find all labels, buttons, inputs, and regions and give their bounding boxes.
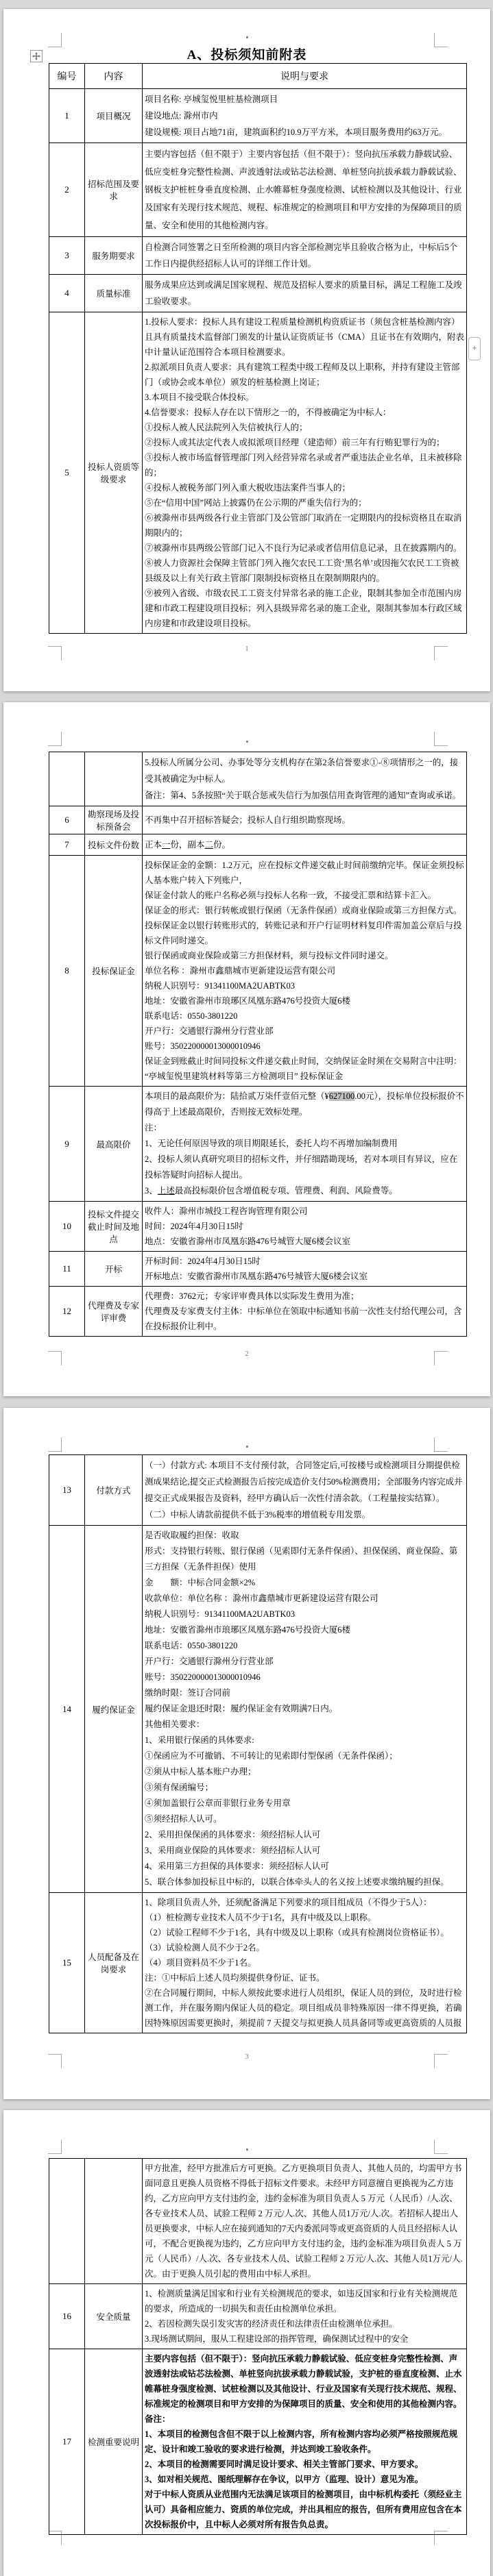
paragraph: 1、检测质量满足国家和行业有关检测规范的要求，如违反国家和行业有关检测规范的要求，所造成的一切损失和责任由检测单位承担。 [145, 2289, 458, 2314]
row-content-cell [143, 856, 467, 1087]
paragraph: 缴纳时限：签订合同前 [145, 1688, 231, 1698]
paragraph [145, 837, 464, 853]
paragraph: 账号：350220000013000010946 [145, 1041, 261, 1051]
underlined-text: 一 [162, 840, 171, 850]
paragraph: 单位名称 ：滁州市鑫鼎城市更新建设运营有限公司 [145, 966, 336, 976]
paragraph: 2、若因检测失误引发灾害的经济责任和法律责任由检测单位承担。 [145, 2319, 398, 2329]
underlined-text: 上述 [157, 1186, 175, 1196]
page-number: 1 [245, 645, 249, 653]
paragraph: 是否收取履约担保：收取 [145, 1531, 239, 1540]
paragraph: “亭城玺悦里建筑材料等第三方检测项目” 投标保证金 [145, 1072, 344, 1081]
paragraph: ⑤在“信用中国”网站上披露仍在公示期的严重失信行为的； [145, 498, 367, 508]
paragraph: 备注：第4、5条按照“关于联合惩戒失信行为加强信用查询管理的通知”查询或承诺。 [145, 791, 461, 800]
table-row-16 [49, 2284, 467, 2349]
paragraph: 5.投标人所属分公司、办事处等分支机构存在第2条信誉要求①-⑧项情形之一的，接受其被确定为中标人。 [145, 758, 459, 784]
row-label-cell: 招标范围及要求 [85, 143, 143, 237]
paragraph: ②须从中标人基本账户办理； [145, 1767, 256, 1776]
paragraph [145, 1183, 464, 1199]
paragraph: 地址：安徽省滁州市琅琊区凤凰东路476号投资大厦6楼 [145, 996, 351, 1006]
table-row-13 [49, 1455, 467, 1526]
row-label-cell: 投标文件份数 [85, 834, 143, 856]
page-number: 2 [245, 1350, 249, 1358]
text-segment: 份，副本 [170, 840, 205, 850]
paragraph: 投标保证金以银行转账形式的，转账记录和开户行证明材料复印件需加盖公章后与投标文件同时递交。 [145, 921, 462, 945]
paragraph: 3.现场测试期间，服从工程建设部的指挥管理，确保测试过程中的安全 [145, 2334, 409, 2344]
insert-plus-button[interactable]: + [468, 337, 481, 360]
table-row-15b [49, 2159, 467, 2284]
paragraph: ①保函应为不可撤销、不可转让的见索即付型保函（无条件保函）； [145, 1751, 398, 1761]
row-label-cell: 投标文件提交截止时间及地点 [85, 1202, 143, 1252]
paragraph: ⑤须经招标人认可。 [145, 1814, 222, 1824]
empty-paragraph-dot [246, 2148, 248, 2151]
document-page-2 [3, 702, 490, 1396]
table-row-6 [49, 806, 467, 834]
row-content-cell [143, 143, 467, 237]
margin-corner-mark [48, 732, 62, 746]
paragraph: 4、采用第三方担保的具体要求：须经招标人认可 [145, 1861, 329, 1871]
table-row-3 [49, 237, 467, 275]
empty-paragraph-dot [246, 36, 248, 38]
row-number-cell: 2 [49, 143, 85, 237]
row-number-cell: 4 [49, 275, 85, 312]
paragraph [145, 1089, 464, 1120]
row-label-cell: 开标 [85, 1252, 143, 1287]
paragraph: 1、采用银行保函的具体要求: [145, 1735, 254, 1745]
row-number-cell: 11 [49, 1252, 85, 1287]
row-content-cell [143, 312, 467, 634]
paragraph: ①投标人被人民法院列入失信被执行人的； [145, 423, 308, 432]
row-content-cell [143, 89, 467, 143]
paragraph: （二）中标人请款前提供不低于3%税率的增值税专用发票。 [145, 1510, 371, 1520]
row-content-cell [143, 806, 467, 834]
table-move-handle-icon[interactable] [30, 50, 43, 62]
margin-corner-mark [434, 2140, 448, 2154]
margin-corner-mark [434, 1437, 448, 1452]
paragraph: 备注： [145, 2414, 171, 2424]
document-page-3 [3, 1408, 490, 2099]
margin-corner-mark [48, 1437, 62, 1452]
paragraph: 开户行：交通银行滁州分行营业部 [145, 1657, 274, 1666]
text-segment: 最高投标限价包含增值税专项、管理费、利润、风险费等。 [174, 1186, 398, 1196]
paragraph: 地点：安徽省滁州市凤凰东路476号城管大厦6楼会议室 [145, 1237, 351, 1246]
paragraph: 收款单位：单位名称 ：滁州市鑫鼎城市更新建设运营有限公司 [145, 1594, 378, 1603]
tender-notice-table [49, 63, 467, 634]
paragraph: ③须有保函编号； [145, 1783, 214, 1792]
paragraph: 收件人：滁州市城投工程咨询管理有限公司 [145, 1206, 308, 1216]
paragraph: 开标地点：安徽省滁州市凤凰东路476号城管大厦6楼会议室 [145, 1272, 368, 1281]
paragraph: 其他相关要求： [145, 1720, 205, 1729]
underlined-text: 二 [204, 840, 214, 850]
row-label-cell: 投标保证金 [85, 856, 143, 1087]
table-row-5b [49, 752, 467, 806]
text-segment: .00元），投标单位投标报价不得高于上述最高限价，否则按无效标处理。 [145, 1091, 464, 1117]
row-number-cell: 13 [49, 1455, 85, 1526]
row-number-cell: 10 [49, 1202, 85, 1252]
paragraph: ⑨被列入省级、市级农民工工资支付异常名录的施工企业，限制其参加全市范围内房建和市政工程建设项目投标；列入县级异常名录的施工企业，限制其参加本行政区域内房建和市政建设项目投标。 [145, 589, 462, 628]
paragraph: 注： [145, 1123, 163, 1132]
row-number-cell: 6 [49, 806, 85, 834]
empty-paragraph-dot [246, 1446, 248, 1448]
table-header-row [49, 64, 467, 89]
paragraph: 地址：安徽省滁州市琅琊区凤凰东路476号投资大厦6楼 [145, 1625, 351, 1635]
paragraph: （2）试验工程师不少于1名，具有中级及以上职称（或具有检测岗位资格证书）。 [145, 1928, 449, 1937]
paragraph: ④投标人被税务部门列入重大税收违法案件当事人的； [145, 483, 351, 493]
row-content-cell [143, 752, 467, 806]
paragraph: 2、采用担保保函的具体要求：须经招标人认可 [145, 1830, 321, 1840]
row-content-cell [143, 1893, 467, 2033]
table-row-9 [49, 1087, 467, 1202]
paragraph: 时间：2024年4月30日15时 [145, 1222, 243, 1231]
paragraph: 纳税人识别号：91341100MA2UABTK03 [145, 981, 295, 991]
row-content-cell [143, 2159, 467, 2284]
row-label-cell: 项目概况 [85, 89, 143, 143]
table-row-12 [49, 1287, 467, 1337]
paragraph: ④须加盖银行公章而非银行业务专用章 [145, 1798, 291, 1808]
row-label-cell: 安全质量 [85, 2284, 143, 2349]
paragraph: 开户行：交通银行滁州分行营业部 [145, 1026, 274, 1036]
table-row-14 [49, 1526, 467, 1893]
table-row-8 [49, 856, 467, 1087]
table-row-2 [49, 143, 467, 237]
paragraph: ②在合同履行期间，中标人须按此要求进行人员组织，保证人员的到位，及时进行检测工作，并在服务期内保证人员的稳定。项目组成员非特殊原因一律不得更换，若确因特殊原因需要更换时，须提前 7 天提交与拟更换人员具备同等或更高资质的人员报 [145, 1988, 462, 2028]
text-segment: 3、 [145, 1186, 158, 1196]
table-row-4 [49, 275, 467, 312]
table-row-15 [49, 1893, 467, 2033]
row-content-cell [143, 1287, 467, 1337]
paragraph: 3、采用商业保险的具体要求：须经招标人认可 [145, 1846, 321, 1855]
table-row-5 [49, 312, 467, 634]
row-content-cell [143, 2284, 467, 2349]
paragraph: 保证金的形式：银行转帐或银行保函（无条件保函）或商业保险或第三方担保方式。 [145, 906, 462, 915]
table-row-17 [49, 2349, 467, 2535]
paragraph: 金 额：中标合同金额×2% [145, 1578, 256, 1587]
row-content-cell [143, 1455, 467, 1526]
paragraph: 纳税人识别号：91341100MA2UABTK03 [145, 1609, 295, 1619]
paragraph: 建设地点: 滁州市内 [145, 111, 218, 121]
row-number-cell: 8 [49, 856, 85, 1087]
row-number-cell [49, 2159, 85, 2284]
page-title: A、投标须知前附表 [187, 48, 307, 62]
row-label-cell [85, 2159, 143, 2284]
paragraph: 不再集中召开招标答疑会；投标人自行组织勘察现场。 [145, 815, 351, 825]
row-number-cell: 1 [49, 89, 85, 143]
paragraph: 甲方批准，经甲方批准后方可更换。乙方更换项目负责人、其他人员的，均需甲方书面同意且更换人员资格不得低于招标文件要求。未经甲方同意擅自更换视为乙方违约，乙方应向甲方支付违约金，违约金标准为项目负责人 5 万元（人民币）/人.次、各专业技术人员、试验工程师 2 万元/人.次、其他人员1万元/人.次。若招标人提出人员更换要求，中标人应在接到通知的7天内委派同等或更高资质的人员且经招标人认可，不配合更换视为违约，乙方应向甲方支付违约金，违约金标准为项目负责人 5 万元（人民币）/人.次、各专业技术人员、试验工程师 2 万元/人.次、其他人员1万元/人.次。由于更换人员引起的费用由中标人承担。 [145, 2164, 463, 2279]
paragraph: ②投标人或其法定代表人或拟派项目经理（建造师）前三年有行贿犯罪行为的； [145, 438, 445, 447]
row-number-cell: 7 [49, 834, 85, 856]
paragraph: 2.拟派项目负责人要求：具有建筑工程类中级工程师及以上职称，并持有建设主管部门（或协会或本单位）颁发的桩基检测上岗证； [145, 362, 460, 387]
paragraph: 银行保函或商业保险或第三方担保材料，须与投标文件同时递交。 [145, 951, 394, 961]
text-segment: 正本 [145, 840, 163, 850]
margin-corner-mark [48, 2140, 62, 2154]
column-header-3: 说明与要求 [143, 64, 467, 89]
paragraph: （4）项目资料员不少于1名。 [145, 1958, 256, 1968]
paragraph: 代理费及专家费支付主体：中标单位在领取中标通知书前一次性支付给代理公司，含在投标报价让利中。 [145, 1306, 462, 1331]
row-label-cell: 代理费及专家评审费 [85, 1287, 143, 1337]
table-row-1 [49, 89, 467, 143]
tender-notice-table [49, 2158, 467, 2535]
row-number-cell: 14 [49, 1526, 85, 1893]
paragraph: 建设规模: 项目占地71亩，建筑面积约10.9万平方米，本项目服务费用约63万元。 [145, 127, 447, 137]
column-header-2: 内容 [85, 64, 143, 89]
text-segment: 份。 [213, 840, 231, 850]
row-content-cell [143, 237, 467, 275]
empty-paragraph-dot [246, 741, 248, 743]
highlighted-value: 627100 [328, 1091, 355, 1101]
document-page-1 [3, 9, 490, 691]
paragraph: 1、除项目负责人外，还须配备满足下列要求的项目组成员（不得少于5人）： [145, 1898, 432, 1907]
paragraph: 代理费：3762元；专家评审费具体以实际发生费用为准； [145, 1291, 359, 1301]
paragraph: 对于中标人资质从业范围内无法满足该项目的检测项目，由中标机构委托（须经业主认可）具备相应能力、资质的单位完成，并出具相应的报告，但所有费用应包含在本次投标报价中，且中标人必须对所有报告负总责。 [145, 2490, 462, 2529]
paragraph: ⑥被滁州市县两级各行业主管部门及公管部门取消在一定期限内的投标资格且在取消期限内的； [145, 513, 462, 538]
document-page-4 [3, 2110, 490, 2576]
row-number-cell: 3 [49, 237, 85, 275]
paragraph: 1、本项目的检测包含但不限于以上检测内容，所有检测内容均必须严格按照规范规定、设计和竣工验收的要求进行检测，并达到竣工验收条件。 [145, 2429, 458, 2454]
tender-notice-table [49, 1454, 467, 2033]
row-number-cell: 17 [49, 2349, 85, 2535]
row-number-cell: 15 [49, 1893, 85, 2033]
row-content-cell [143, 834, 467, 856]
paragraph: 3、如对相关规范、图纸理解存在争议，以甲方（监理、设计）意见为准。 [145, 2475, 424, 2484]
row-label-cell [85, 752, 143, 806]
paragraph: 4.信誉要求：投标人存在以下情形之一的，不得被确定为中标人： [145, 408, 392, 417]
paragraph: 服务成果应达到或满足国家规程、规范及招标人要求的质量目标，满足工程施工及竣工验收要求。 [145, 280, 462, 306]
paragraph: （1）桩检测专业技术人员不少于1名，具有中级及以上职称。 [145, 1913, 376, 1922]
row-content-cell [143, 1202, 467, 1252]
paragraph: 投标保证金的金额：1.2万元，应在投标文件递交截止时间前缴纳完毕。保证金须投标人基本账户转入下列账户， [145, 860, 464, 885]
column-header-1: 编号 [49, 64, 85, 89]
paragraph: 主要内容包括（但不限于）主要内容包括（但不限于）：竖向抗压承载力静载试验、低应变桩身完整性检测、声波透射法或钻芯法检测、单桩竖向抗拔承载力静载试验、钢板支护桩桩身垂直度检测、止水帷幕桩身强度检测、试桩检测以及其他设计、行业及国家有关现行技术规范、规程、标准规定的检测项目和甲方安排的为保障项目的质量、安全和使用的其他检测内容。 [145, 149, 462, 230]
row-label-cell: 勘察现场及投标预备会 [85, 806, 143, 834]
table-row-10 [49, 1202, 467, 1252]
row-label-cell: 投标人资质等级要求 [85, 312, 143, 634]
paragraph: 主要内容包括（但不限于）：竖向抗压承载力静载试验、低应变桩身完整性检测、声波透射法或钻芯法检测、单桩竖向抗拔承载力静载试验，支护桩的垂直度检测、止水帷幕桩身强度检测、试桩检测以及其他设计、行业及国家有关现行技术规范、规程、标准规定的检测项目和甲方安排的为保障项目的质量、安全和使用的其他检测内容。 [145, 2354, 462, 2409]
paragraph: 1.投标人要求：投标人具有建设工程质量检测机构资质证书（须包含桩基检测内容）且具有质量技术监督部门颁发的计量认证资质证书（CMA）且证书在有效期内，附表中计量认证范围符合本项目检测要求。 [145, 317, 464, 357]
paragraph: 账号：350220000013000010946 [145, 1672, 261, 1682]
paragraph: ③投标人被市场监督管理部门列入经营异常名录或者严重违法企业名单，且未被移除的； [145, 453, 462, 478]
row-label-cell: 付款方式 [85, 1455, 143, 1526]
row-label-cell: 人员配备及在岗要求 [85, 1893, 143, 2033]
paragraph: ⑧被人力资源社会保障主管部门列入拖欠农民工工资‘黑名单’或因拖欠农民工工资被县级及以上有关行政主管部门限制投标资格且在限制期限内的。 [145, 558, 459, 583]
row-number-cell: 5 [49, 312, 85, 634]
row-content-cell [143, 1526, 467, 1893]
row-content-cell [143, 1252, 467, 1287]
row-label-cell: 履约保证金 [85, 1526, 143, 1893]
tender-notice-table [49, 752, 467, 1337]
row-content-cell [143, 2349, 467, 2535]
page-number: 3 [245, 2053, 249, 2061]
paragraph: 保证金到账截止时间同投标文件递交截止时间，交纳保证金时须在交易附言中注明： [145, 1056, 462, 1066]
paragraph: 形式：支持银行转账、银行保函（见索即付无条件保函）、担保保函、商业保险、第三方担保（无条件担保）使用 [145, 1546, 458, 1572]
paragraph: 3.本项目不接受联合体投标。 [145, 393, 254, 402]
paragraph: 保证金付款人的账户名称必须与投标人名称一致，不接受汇票和结算卡汇入。 [145, 891, 437, 900]
row-number-cell: 16 [49, 2284, 85, 2349]
paragraph: 2、投标人须认真研究项目的招标文件，并仔细踏勘现场，若对本项目有异议，应在投标答疑时向招标人提出。 [145, 1154, 458, 1180]
row-label-cell: 服务期要求 [85, 237, 143, 275]
row-number-cell: 9 [49, 1087, 85, 1202]
row-label-cell: 最高限价 [85, 1087, 143, 1202]
paragraph: 5、联合体参加投标且中标的，以联合体牵头人的名义按上述要求缴纳履约担保。 [145, 1877, 449, 1887]
row-number-cell [49, 752, 85, 806]
paragraph: 注：①中标后上述人员均须提供身份证、证书。 [145, 1973, 325, 1983]
paragraph: 项目名称: 亭城玺悦里桩基检测项目 [145, 95, 278, 104]
paragraph: 履约保证金退还时限：履约保证金有效期满7日内。 [145, 1704, 338, 1713]
paragraph: 联系电话：0550-3801220 [145, 1011, 238, 1021]
row-label-cell: 检测重要说明 [85, 2349, 143, 2535]
paragraph: 自检测合同签署之日至所检测的项目内容全部检测完毕且验收合格为止，中标后5个工作日内提供经招标人认可的详细工作计划。 [145, 243, 458, 269]
row-content-cell [143, 1087, 467, 1202]
row-content-cell [143, 275, 467, 312]
paragraph: 2、本项目的检测需要同时满足设计要求、相关主管部门要求、甲方要求。 [145, 2460, 424, 2469]
paragraph: （一）付款方式: 本项目不支付预付款，合同签定后,可按楼号或检测项目分期提供检测成果结论,提交正式检测报告后按完成造价支付50%检测费用；全部服务内容完成并提交正式成果报告及资料，经甲方确认后一次性付清余款。（工程量按实结算）。 [145, 1461, 463, 1503]
row-number-cell: 12 [49, 1287, 85, 1337]
paragraph: （3）试验检测人员不少于2名。 [145, 1943, 265, 1953]
row-label-cell: 质量标准 [85, 275, 143, 312]
table-row-7 [49, 834, 467, 856]
table-row-11 [49, 1252, 467, 1287]
paragraph: ⑦被滁州市县两级公管部门记入不良行为记录或者信用信息记录，且在披露期内的。 [145, 543, 462, 553]
paragraph: 1、无论任何原因导致的项目期限延长，委托人均不再增加编制费用 [145, 1139, 398, 1148]
text-segment: 本项目的最高限价为：陆拾贰万柒仟壹佰元整（¥ [145, 1091, 329, 1101]
margin-corner-mark [434, 732, 448, 746]
paragraph: 联系电话：0550-3801220 [145, 1641, 238, 1650]
paragraph: 开标时间：2024年4月30日15时 [145, 1256, 261, 1266]
